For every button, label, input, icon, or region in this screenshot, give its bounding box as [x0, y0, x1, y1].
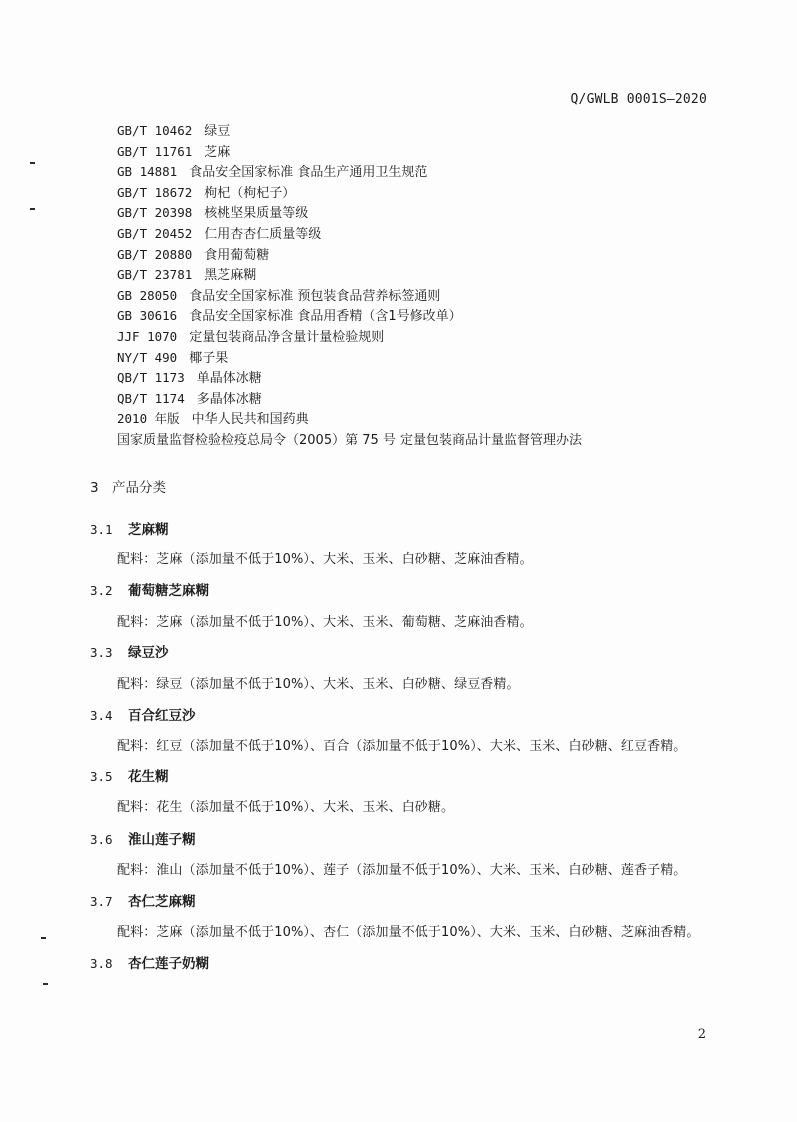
reference-code: QB/T 1174 — [117, 390, 185, 406]
reference-title: 绿豆 — [204, 124, 231, 139]
reference-title: 国家质量监督检验检疫总局令（2005）第 75 号 定量包装商品计量监督管理办法 — [117, 432, 583, 448]
subsection-title: 绿豆沙 — [128, 645, 169, 661]
reference-code: GB 28050 — [117, 287, 178, 303]
reference-code: GB/T 20452 — [117, 225, 193, 241]
reference-title: 食品安全国家标准 食品生产通用卫生规范 — [189, 165, 428, 181]
subsection-title: 杏仁莲子奶糊 — [128, 956, 209, 972]
reference-title: 食品安全国家标准 食品用香精（含1号修改单） — [189, 309, 462, 325]
reference-code: GB/T 11761 — [117, 143, 193, 159]
reference-item — [117, 162, 582, 183]
reference-item — [117, 368, 582, 389]
reference-item — [117, 286, 582, 307]
reference-title: 仁用杏杏仁质量等级 — [204, 226, 322, 242]
reference-code: GB/T 23781 — [117, 267, 193, 283]
reference-item — [117, 183, 582, 204]
reference-title: 黑芝麻糊 — [204, 268, 257, 284]
reference-code: QB/T 1173 — [117, 370, 185, 386]
subsection-number: 3.7 — [90, 894, 113, 909]
subsection-heading — [90, 890, 196, 910]
section-title: 产品分类 — [112, 480, 166, 496]
reference-code: GB 30616 — [117, 308, 178, 324]
page-number: 2 — [697, 1027, 706, 1042]
reference-code: NY/T 490 — [117, 349, 178, 365]
reference-code: GB 14881 — [117, 164, 178, 180]
subsection-title: 淮山莲子糊 — [128, 832, 196, 848]
reference-item — [117, 203, 582, 224]
subsection-heading — [90, 704, 196, 724]
reference-title: 枸杞（枸杞子） — [204, 185, 296, 201]
ingredients-paragraph: 配料：芝麻（添加量不低于10%）、大米、玉米、白砂糖、芝麻油香精。 — [117, 552, 533, 567]
reference-item — [117, 121, 582, 142]
reference-item — [117, 265, 582, 286]
reference-title: 核桃坚果质量等级 — [204, 206, 309, 222]
subsection-title: 葡萄糖芝麻糊 — [128, 583, 209, 599]
reference-code: JJF 1070 — [117, 328, 178, 344]
ingredients-paragraph: 配料：芝麻（添加量不低于10%）、大米、玉米、葡萄糖、芝麻油香精。 — [117, 615, 533, 630]
reference-code: GB/T 18672 — [117, 184, 193, 200]
reference-code: GB/T 10462 — [117, 123, 193, 138]
subsection-heading — [90, 641, 169, 661]
reference-item — [117, 389, 582, 410]
reference-code: GB/T 20398 — [117, 205, 193, 221]
subsection-number: 3.1 — [90, 522, 113, 537]
subsection-number: 3.6 — [90, 832, 113, 847]
reference-title: 多晶体冰糖 — [196, 391, 262, 407]
reference-code: GB/T 20880 — [117, 246, 193, 262]
reference-item — [117, 409, 582, 430]
reference-title: 食品安全国家标准 预包装食品营养标签通则 — [189, 288, 441, 304]
subsection-number: 3.3 — [90, 645, 113, 660]
subsection-heading — [90, 518, 169, 538]
subsection-number: 3.8 — [90, 956, 113, 971]
reference-item — [117, 142, 582, 163]
scan-mark — [41, 937, 46, 939]
reference-title: 定量包装商品净含量计量检验规则 — [189, 329, 385, 345]
reference-item — [117, 327, 582, 348]
reference-code: 2010 年版 — [117, 411, 180, 427]
subsection-heading — [90, 952, 209, 972]
reference-item — [117, 348, 582, 369]
reference-title: 椰子果 — [189, 350, 229, 366]
reference-item — [117, 306, 582, 327]
scan-mark — [30, 208, 35, 210]
normative-reference-list — [117, 121, 582, 451]
reference-item — [117, 245, 582, 266]
subsection-heading — [90, 765, 169, 785]
ingredients-paragraph: 配料：芝麻（添加量不低于10%）、杏仁（添加量不低于10%）、大米、玉米、白砂糖、芝麻油香精。 — [117, 925, 700, 940]
scan-mark — [30, 162, 35, 164]
ingredients-paragraph: 配料：花生（添加量不低于10%）、大米、玉米、白砂糖。 — [117, 800, 455, 815]
reference-title: 芝麻 — [204, 144, 231, 160]
reference-item — [117, 430, 582, 451]
ingredients-paragraph: 配料：淮山（添加量不低于10%）、莲子（添加量不低于10%）、大米、玉米、白砂糖、莲香子精。 — [117, 863, 687, 878]
subsection-heading — [90, 579, 209, 599]
reference-title: 中华人民共和国药典 — [191, 412, 309, 428]
section-number: 3 — [90, 480, 99, 496]
subsection-title: 百合红豆沙 — [128, 708, 196, 724]
scan-mark — [43, 983, 48, 985]
subsection-heading — [90, 828, 196, 848]
document-code: Q/GWLB 0001S—2020 — [570, 92, 707, 107]
ingredients-paragraph: 配料：红豆（添加量不低于10%）、百合（添加量不低于10%）、大米、玉米、白砂糖、红豆香精。 — [117, 739, 687, 754]
subsection-title: 杏仁芝麻糊 — [128, 894, 196, 910]
ingredients-paragraph: 配料：绿豆（添加量不低于10%）、大米、玉米、白砂糖、绿豆香精。 — [117, 677, 520, 692]
subsection-number: 3.2 — [90, 583, 113, 598]
reference-title: 食用葡萄糖 — [204, 247, 270, 263]
reference-item — [117, 224, 582, 245]
section-heading — [90, 476, 166, 496]
subsection-title: 花生糊 — [128, 769, 169, 785]
subsection-number: 3.4 — [90, 708, 113, 723]
subsection-title: 芝麻糊 — [128, 522, 169, 538]
subsection-number: 3.5 — [90, 769, 113, 784]
reference-title: 单晶体冰糖 — [196, 371, 262, 387]
